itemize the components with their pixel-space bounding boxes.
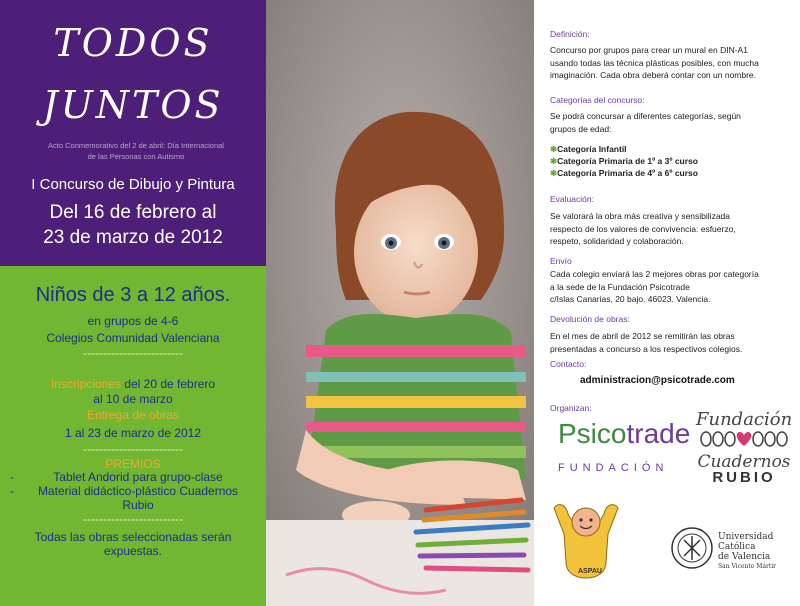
evaluacion-text — [550, 210, 786, 248]
devolucion-text — [550, 330, 786, 355]
category-label: Categoría Primaria de 4º a 6º curso — [557, 168, 698, 178]
info-panel — [0, 266, 266, 606]
closing-line-1: Todas las obras seleccionadas serán — [34, 530, 232, 544]
inscripciones-label: Inscripciones — [50, 377, 121, 391]
schools-text: Colegios Comunidad Valenciana — [46, 331, 220, 345]
rubio-cuadernos-word: Cuadernos — [697, 451, 791, 472]
premios-label: PREMIOS — [105, 457, 161, 471]
psico-word: Psico — [558, 418, 627, 449]
category-item — [550, 143, 627, 156]
prize-2-line-1: Material didáctico-plástico Cuadernos — [37, 484, 239, 498]
evaluacion-heading: Evaluación: — [550, 194, 594, 204]
psicotrade-fundacion: FUNDACIÓN — [558, 462, 669, 474]
definicion-line: Concurso por grupos para crear un mural en DIN-A1 — [550, 45, 748, 55]
rubio-fundacion-word: Fundación — [696, 409, 793, 430]
category-label: Categoría Primaria de 1º a 3º curso — [557, 156, 698, 166]
ucv-seal-icon — [670, 526, 714, 570]
categorias-line: grupos de edad: — [550, 123, 612, 134]
inscripciones-dates: del 20 de febrero — [120, 377, 216, 391]
title-line-2: JUNTOS — [42, 83, 224, 127]
closing-line-2: expuestas. — [103, 544, 163, 558]
envio-text — [550, 268, 786, 306]
prize-1: Tablet Andorid para grupo-clase — [53, 470, 223, 484]
left-column — [0, 0, 266, 606]
dates-line-2: 23 de marzo de 2012 — [43, 227, 223, 248]
details-column — [550, 0, 793, 606]
contacto-heading: Contacto: — [550, 359, 587, 369]
category-label: Categoría Infantil — [557, 144, 627, 154]
divider-3: ------------------------- — [83, 512, 183, 526]
contest-name: I Concurso de Dibujo y Pintura — [31, 176, 235, 193]
dates-line-1: Del 16 de febrero al — [49, 202, 217, 223]
prize-2-line-2: Rubio — [122, 498, 154, 512]
category-item — [550, 167, 698, 180]
aspau-label: ASPAU — [578, 568, 602, 575]
inscripciones-end: al 10 de marzo — [93, 392, 173, 406]
definicion-heading: Definición: — [550, 29, 590, 39]
evaluacion-line: Se valorará la obra más creativa y sensibilizada — [550, 211, 731, 221]
star-icon: ✱ — [550, 168, 558, 178]
ucv-line: Católica — [718, 542, 756, 552]
subtitle-line-1: Acto Conmemorativo del 2 de abril: Día Internacional — [48, 141, 224, 150]
definicion-line: imaginación. Cada obra deberá contar con un nombre. — [550, 70, 757, 80]
event-subtitle — [16, 140, 256, 162]
groups-text: en grupos de 4-6 — [87, 314, 179, 328]
definicion-text — [550, 44, 786, 82]
prize-item — [10, 470, 266, 484]
subtitle-line-2: de las Personas con Autismo — [87, 152, 185, 161]
bullet-dash: - — [10, 484, 14, 498]
categorias-text — [550, 110, 786, 135]
rubio-name: RUBIO — [712, 468, 776, 486]
bullet-dash: - — [10, 470, 14, 484]
ucv-line: de Valencia — [718, 552, 771, 562]
ucv-line: Universidad — [718, 532, 774, 542]
envio-line: Cada colegio enviará las 2 mejores obras por categoría — [550, 269, 759, 279]
divider-2: ------------------------- — [83, 442, 183, 456]
category-item — [550, 155, 698, 168]
categorias-heading: Categorías del concurso: — [550, 95, 645, 105]
trade-word: trade — [626, 418, 691, 449]
star-icon: ✱ — [550, 144, 558, 154]
prize-item-cont — [10, 498, 266, 512]
child-photo-illustration — [266, 0, 534, 606]
evaluacion-line: respecto de los valores de convivencia: esfuerzo, — [550, 223, 736, 234]
contact-email-link[interactable]: administracion@psicotrade.com — [580, 375, 735, 386]
devolucion-line: En el mes de abril de 2012 se remitirán las obras — [550, 331, 735, 341]
envio-line: c/Islas Canarias, 20 bajo. 46023. Valencia. — [550, 294, 711, 304]
organizan-heading: Organizan: — [550, 403, 592, 413]
devolucion-line: presentadas a concurso a los respectivos colegios. — [550, 343, 743, 354]
envio-heading: Envío — [550, 256, 572, 266]
psicotrade-logo — [558, 418, 691, 449]
prize-item — [10, 484, 266, 498]
ucv-line: San Vicente Mártir — [718, 563, 777, 570]
title-line-1: TODOS — [53, 21, 213, 65]
title-panel — [0, 0, 266, 266]
evaluacion-line: respeto, solidaridad y colaboración. — [550, 236, 684, 246]
inscripciones-line — [0, 377, 266, 392]
entrega-dates: 1 al 23 de marzo de 2012 — [64, 426, 202, 440]
age-headline: Niños de 3 a 12 años. — [35, 284, 231, 306]
contest-dates — [0, 200, 266, 250]
child-photo — [266, 0, 534, 606]
categorias-line: Se podrá concursar a diferentes categorías, según — [550, 111, 741, 121]
definicion-line: usando todas las técnica plásticas posibles, con mucha — [550, 57, 759, 68]
ucv-name — [718, 532, 776, 572]
entrega-label: Entrega de obras — [86, 408, 180, 422]
envio-line: a la sede de la Fundación Psicotrade — [550, 281, 690, 292]
devolucion-heading: Devolución de obras: — [550, 314, 630, 324]
rubio-loops-icon — [696, 430, 792, 448]
divider-1: ------------------------- — [83, 346, 183, 360]
prize-list — [10, 470, 266, 512]
fundacion-rubio-logo — [696, 410, 792, 484]
star-icon: ✱ — [550, 156, 558, 166]
